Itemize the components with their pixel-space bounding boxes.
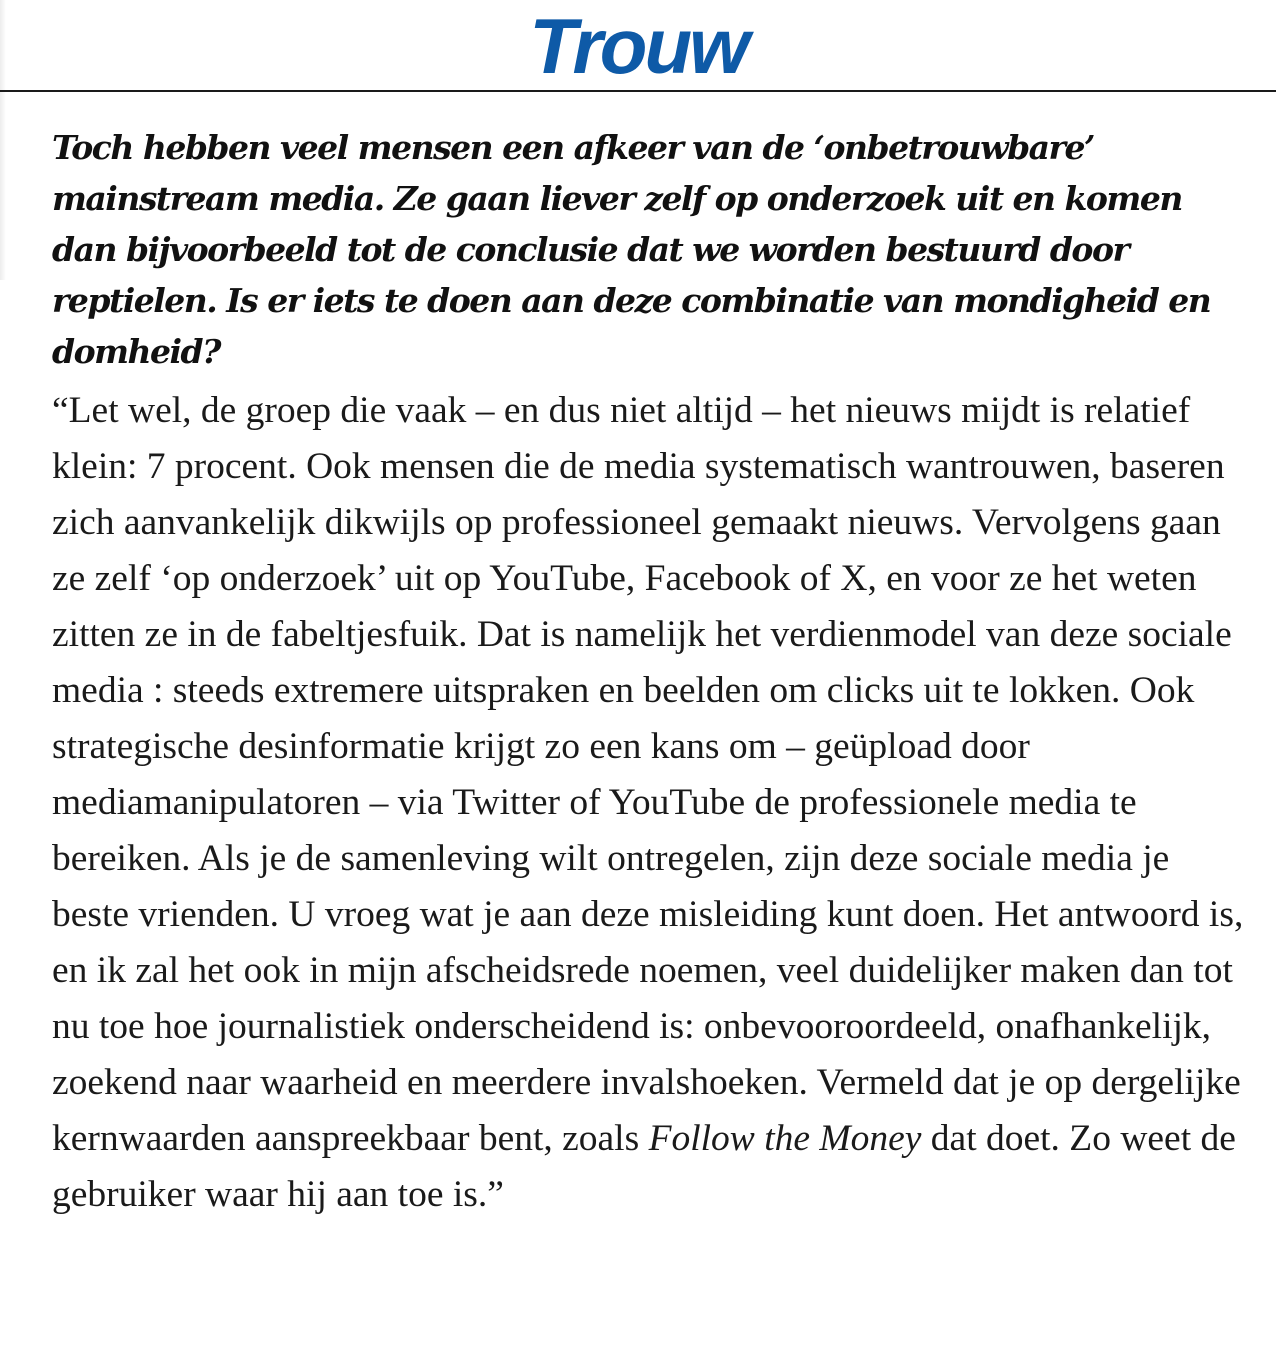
article-body [52,122,1252,1223]
interview-question: Toch hebben veel mensen een afkeer van de ‘onbetrouwbare’ mainstream media. Ze gaan liever zelf op onderzoek uit en komen dan bijvoorbeeld tot de conclusie dat we worden bestuurd door reptielen. Is er iets te doen aan deze combinatie van mondigheid en domheid? [52,128,1211,371]
answer-text-end: dat doet. Zo weet de gebruiker waar hij aan toe is.” [52,1118,1236,1215]
trouw-logo: Trouw [529,2,747,90]
interview-answer [52,383,1252,1223]
masthead [0,0,1276,92]
answer-text: “Let wel, de groep die vaak – en dus niet altijd – het nieuws mijdt is relatief klein: 7 procent. Ook mensen die de media systematisch wantrouwen, baseren zich aanvankelijk dikwijls op professioneel gemaakt nieuws. Vervolgens gaan ze zelf ‘op onderzoek’ uit op YouTube, Facebook of X, en voor ze het weten zitten ze in de fabeltjesfuik. Dat is namelijk het verdienmodel van deze sociale media : steeds extremere uitspraken en beelden om clicks uit te lokken. Ook strategische desinformatie krijgt zo een kans om – geüpload door mediamanipulatoren – via Twitter of YouTube de professionele media te bereiken. Als je de samenleving wilt ontregelen, zijn deze sociale media je beste vrienden. U vroeg wat je aan deze misleiding kunt doen. Het antwoord is, en ik zal het ook in mijn afscheidsrede noemen, veel duidelijker maken dan tot nu toe hoe journalistiek onderscheidend is: onbevooroordeeld, onafhankelijk, zoekend naar waarheid en meerdere invalshoeken. Vermeld dat je op dergelijke kernwaarden aanspreekbaar bent, zoals [52,390,1244,1159]
publication-title-italic: Follow the Money [648,1118,922,1159]
